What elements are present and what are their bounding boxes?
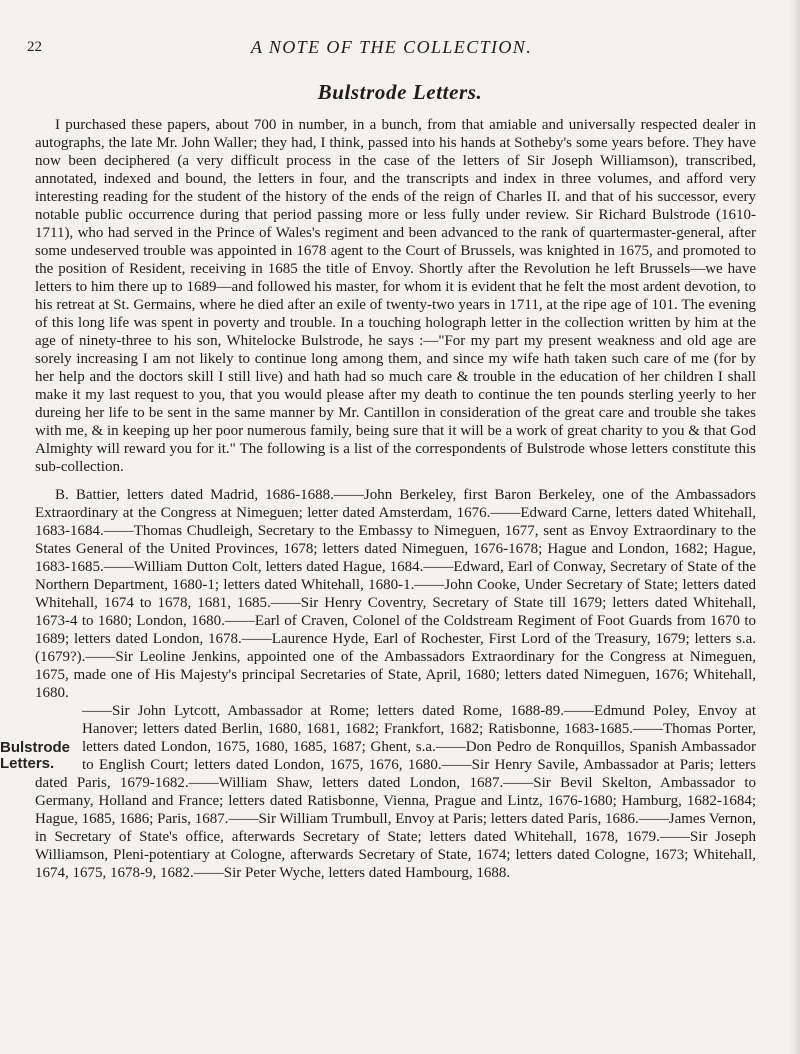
correspondents-list-part-1: B. Battier, letters dated Madrid, 1686-1688.——John Berkeley, first Baron Berkeley, one of the Ambassadors Extraordinary at the Congress at Nimeguen; letter dated Amsterdam, 1676.——Edward Carne, letters dated Whitehall, 1683-1684.——Thomas Chudleigh, Secretary to the Embassy to Nimeguen, 1677, sent as Envoy Extraordinary to the States General of the United Provinces, 1678; letters dated Nimeguen, 1676-1678; Hague and London, 1682; Hague, 1683-1685.——William Dutton Colt, letters dated Hague, 1684.——Edward, Earl of Conway, Secretary of State of the Northern Department, 1680-1; letters dated Whitehall, 1680-1.——John Cooke, Under Secretary of State; letters dated Whitehall, 1674 to 1678, 1681, 1685.——Sir Henry Coventry, Secretary of State till 1679; letters dated Whitehall, 1673-4 to 1680; London, 1680.——Earl of Craven, Colonel of the Coldstream Regiment of Foot Guards from 1670 to 1689; letters dated London, 1678.——Laurence Hyde, Earl of Rochester, First Lord of the Treasury, 1679; letters s.a. (1679?).——Sir Leoline Jenkins, appointed one of the Ambassadors Extraordinary for the Congress at Nimeguen, 1675, made one of His Majesty's principal Secretaries of State, April, 1680; letters dated Nimeguen, 1676; Whitehall, 1680. (35, 487, 756, 701)
intro-paragraph: I purchased these papers, about 700 in number, in a bunch, from that amiable and universally respected dealer in autographs, the late Mr. John Waller; they had, I think, passed into his hands at Sotheby's some years before. They have now been deciphered (a very difficult process in the case of the letters of Sir Joseph Williamson), transcribed, annotated, indexed and bound, the letters in four, and the transcripts and index in three volumes, and afford very interesting reading for the student of the history of the ends of the reign of Charles II. and that of his successor, every notable public occurrence during that period passing more or less fully under review. Sir Richard Bulstrode (1610-1711), who had served in the Prince of Wales's regiment and been advanced to the rank of quartermaster-general, after some undeserved trouble was appointed in 1678 agent to the Court of Brussels, was knighted in 1675, and promoted to the position of Resident, receiving in 1685 the title of Envoy. Shortly after the Revolution he left Brussels—we have letters to him there up to 1689—and followed his master, for whom it is evident that he felt the most ardent devotion, to his retreat at St. Germains, where he died after an exile of twenty-two years in 1711, at the ripe age of 101. The evening of this long life was spent in poverty and trouble. In a touching holograph letter in the collection written by him at the age of ninety-three to his son, Whitelocke Bulstrode, he says :—"For my part my present weakness and old age are sorely increasing I am not likely to continue long among them, and since my wife hath taken such care of me (for by her help and the doctors skill I still live) and hath had so much care & trouble in the education of her children I shall make it my last request to you, that you would please after my death to continue the ten pounds sterling yeerly to her dureing her life to be sent in the same manner by Mr. Cantillon in consideration of the great care and trouble she takes with me, & in keeping up her poor numerous family, being sure that it will be a work of great charity to you & that God Almighty will reward you for it." The following is a list of the correspondents of Bulstrode whose letters constitute this sub-collection. (35, 117, 756, 475)
margin-sidenote: Bulstrode Letters. (0, 739, 71, 772)
correspondents-list (35, 486, 756, 702)
page-number: 22 (27, 39, 42, 55)
section-heading: Bulstrode Letters. (317, 80, 483, 104)
correspondents-list-part-2: ——Sir John Lytcott, Ambassador at Rome; letters dated Rome, 1688-89.——Edmund Poley, Envoy at Hanover; letters dated Berlin, 1680, 1681, 1682; Frankfort, 1682; Ratisbonne, 1683-1685.——Thomas Porter, letters dated London, 1675, 1680, 1685, 1687; Ghent, s.a.——Don Pedro de Ronquillos, Spanish Ambassador to English Court; letters dated London, 1675, 1676, 1680.——Sir Henry Savile, Ambassador at Paris; letters dated Paris, 1679-1682.——William Shaw, letters dated London, 1687.——Sir Bevil Skelton, Ambassador to Germany, Holland and France; letters dated Ratisbonne, Vienna, Prague and Lintz, 1676-1680; Hamburg, 1682-1684; Hague, 1685, 1686; Paris, 1687.——Sir William Trumbull, Envoy at Paris; letters dated Paris, 1686.——James Vernon, in Secretary of State's office, afterwards Secretary of State; letters dated Whitehall, 1678, 1679.——Sir Joseph Williamson, Pleni-potentiary at Cologne, afterwards Secretary of State, 1674; letters dated Cologne, 1673; Whitehall, 1674, 1675, 1678-9, 1682.——Sir Peter Wyche, letters dated Hambourg, 1688. (35, 703, 756, 881)
running-head (27, 35, 756, 61)
running-title: A NOTE OF THE COLLECTION. (250, 37, 533, 57)
scan-edge-shadow (790, 0, 800, 1054)
correspondents-list-continued (35, 702, 756, 882)
body-text (0, 116, 756, 882)
